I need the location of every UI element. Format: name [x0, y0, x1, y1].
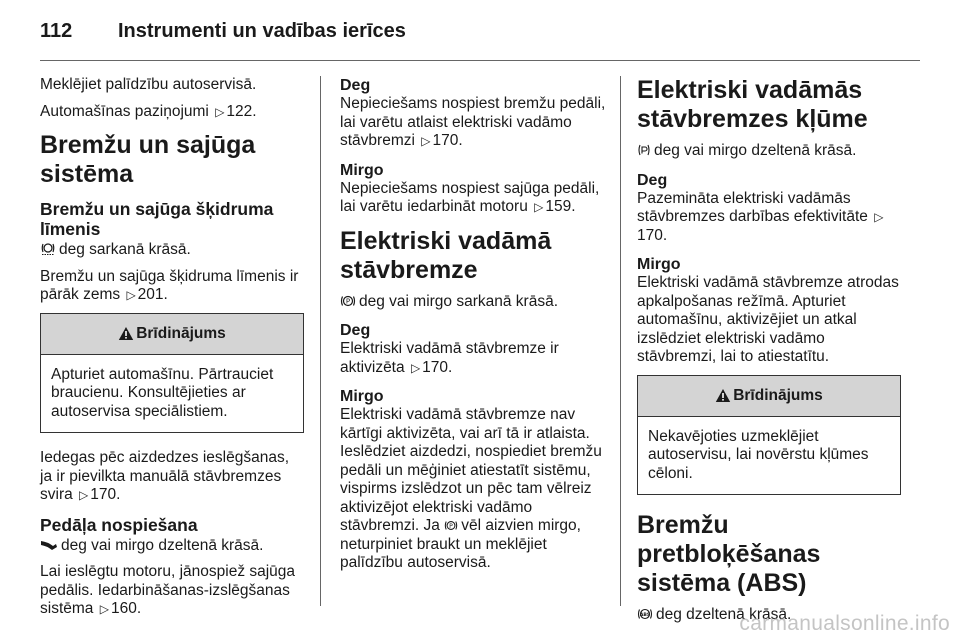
section-title: Elektriski vadāmās stāvbremzes kļūme	[637, 76, 868, 133]
page-ref-arrow-icon: ▷	[215, 104, 225, 119]
warning-body: Nekavējoties uzmeklējiet autoservisu, lai novērstu kļūmes cēloni.	[648, 427, 869, 482]
svg-text:P: P	[345, 297, 351, 306]
page-ref-arrow-icon: ▷	[410, 360, 421, 375]
page-ref[interactable]: 160.	[110, 600, 142, 617]
section-title: Bremžu un sajūga sistēma	[40, 131, 256, 188]
state-title-deg: Deg	[637, 171, 668, 189]
parking-brake-fault-icon	[637, 143, 651, 157]
page-ref-arrow-icon: ▷	[534, 200, 544, 214]
paragraph-with-ref: Nepieciešams nospiest sajūga pedāli, lai varētu iedarbināt motoru ▷ 159.	[340, 179, 600, 215]
state-title-mirgo: Mirgo	[637, 256, 681, 273]
page-ref[interactable]: 170.	[432, 132, 463, 149]
page-ref[interactable]: 159.	[545, 198, 576, 215]
section-title: Elektriski vadāmā stāvbremze	[340, 226, 552, 284]
page-ref[interactable]: 122.	[226, 102, 257, 120]
paragraph-with-ref: Iedegas pēc aizdedzes ieslēgšanas, ja ir pievilkta manuālā stāvbremzes svira ▷ 170.	[40, 449, 290, 503]
warning-box	[40, 313, 304, 434]
status-line: deg vai mirgo dzeltenā krāsā.	[40, 537, 304, 556]
paragraph-with-ref: Lai ieslēgtu motoru, jānospiež sajūga pedālis. Iedarbināšanas-izslēgšanas sistēma ▷ 160.	[40, 563, 296, 617]
page-ref-arrow-icon: ▷	[421, 134, 431, 148]
svg-text:ABS: ABS	[639, 613, 651, 618]
warning-header	[638, 376, 900, 417]
paragraph: Elektriski vadāmā stāvbremze nav kārtīgi aktivizēta, vai arī tā ir atlaista. Ieslēdziet aizdedzi, nospiediet bremžu pedāli un mēģiniet atiestatīt sistēmu, vispirms izslēdzot un pēc tam vēlreiz aktivizējot elektriski vadāmo stāvbremzi. Ja P vēl aizvien mirgo, neturpiniet braukt un meklējiet palīdzību autoservisā.	[340, 406, 602, 571]
state-title-deg: Deg	[340, 322, 371, 339]
page-ref-arrow-icon: ▷	[99, 602, 109, 616]
paragraph-with-ref: Bremžu un sajūga šķidruma līmenis ir pārāk zems ▷ 201.	[40, 267, 299, 303]
column-1	[40, 76, 304, 627]
page-ref-arrow-icon: ▷	[126, 288, 136, 302]
paragraph-with-ref: Pazemināta elektriski vadāmās stāvbremzes darbības efektivitāte ▷170.	[637, 189, 884, 244]
paragraph-with-ref: Elektriski vadāmā stāvbremze ir aktivizēta ▷ 170.	[340, 340, 559, 376]
state-title-mirgo: Mirgo	[340, 388, 384, 405]
column-divider-1	[320, 76, 321, 606]
column-3	[637, 76, 901, 633]
warning-triangle-icon	[118, 326, 134, 341]
parking-brake-icon	[340, 294, 356, 308]
page-ref-arrow-icon: ▷	[874, 210, 884, 224]
status-line: deg vai mirgo dzeltenā krāsā.	[637, 142, 901, 161]
page-title: Instrumenti un vadības ierīces	[118, 20, 406, 42]
status-line: ABS deg dzeltenā krāsā.	[637, 606, 901, 625]
watermark: carmanualsonline.info	[739, 612, 950, 635]
page-header	[40, 18, 920, 48]
column-divider-2	[620, 76, 621, 606]
state-title-deg: Deg	[340, 77, 371, 94]
warning-body: Apturiet automašīnu. Pārtrauciet braucienu. Konsultējieties ar autoservisa speciālistiem.	[51, 365, 274, 420]
status-line: P deg vai mirgo sarkanā krāsā.	[340, 293, 606, 312]
warning-triangle-icon	[715, 388, 731, 403]
warning-header	[41, 314, 303, 355]
section-title: Bremžu pretbloķēšanas sistēma (ABS)	[637, 511, 821, 597]
parking-brake-icon	[444, 519, 458, 532]
page-ref[interactable]: 201.	[137, 286, 168, 303]
paragraph-with-ref: Nepieciešams nospiest bremžu pedāli, lai varētu atlaist elektriski vadāmo stāvbremzi ▷ 170.	[340, 95, 606, 149]
abs-icon	[637, 607, 653, 621]
paragraph: Meklējiet palīdzību autoservisā.	[40, 76, 257, 93]
press-pedal-icon	[40, 538, 58, 552]
page-ref-arrow-icon: ▷	[79, 488, 89, 502]
page-ref[interactable]: 170.	[90, 486, 121, 503]
paragraph-with-ref: Automašīnas paziņojumi ▷ 122.	[40, 102, 257, 120]
subsection-title: Bremžu un sajūga šķidruma līmenis	[40, 199, 274, 239]
subsection-title: Pedāļa nospiešana	[40, 514, 198, 535]
warning-title: Brīdinājums	[136, 324, 226, 342]
brake-fluid-level-icon	[40, 242, 56, 256]
column-2	[340, 76, 606, 581]
state-title-mirgo: Mirgo	[340, 161, 384, 179]
page-number: 112	[40, 20, 73, 42]
warning-box	[637, 375, 901, 496]
page-ref[interactable]: 170.	[637, 226, 668, 244]
page-ref[interactable]: 170.	[422, 358, 453, 376]
warning-title: Brīdinājums	[733, 386, 823, 404]
svg-text:P: P	[449, 522, 454, 530]
status-line: deg sarkanā krāsā.	[40, 241, 304, 260]
header-rule	[40, 60, 920, 61]
paragraph: Elektriski vadāmā stāvbremze atrodas apkalpošanas režīmā. Apturiet automašīnu, aktivizējiet un atkal izslēdziet elektriski vadāmo stāvbremzi, lai to atiestatītu.	[637, 274, 899, 365]
